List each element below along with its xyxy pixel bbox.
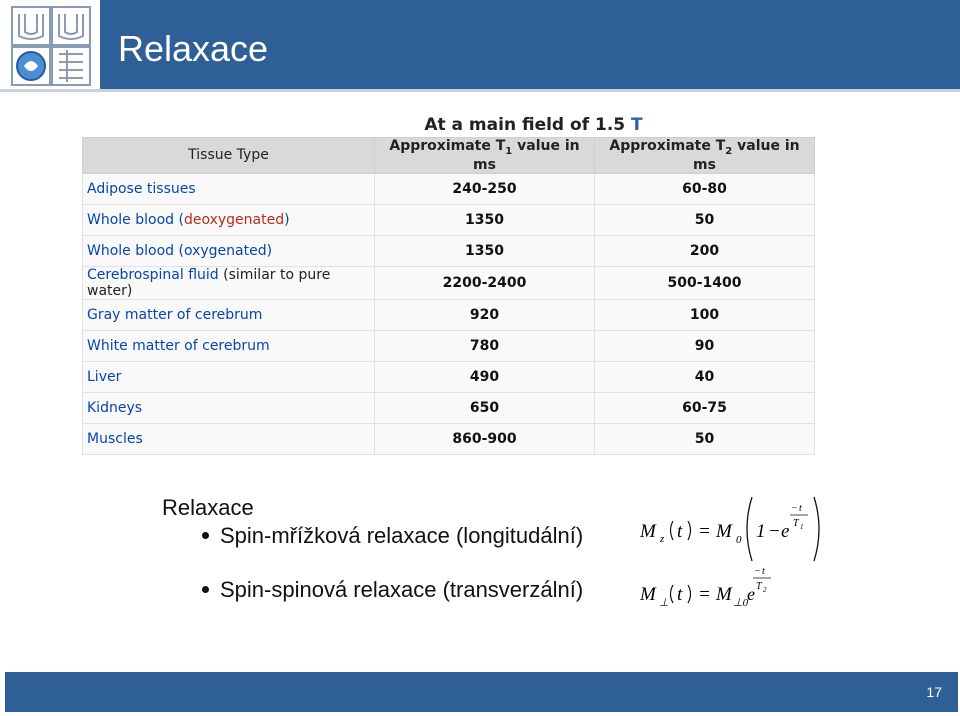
tissue-link[interactable]: Cerebrospinal fluid (similar to pure water) (83, 266, 375, 299)
table-row (83, 330, 815, 361)
title-bar (100, 0, 960, 90)
table-row (83, 266, 815, 299)
slide-header (0, 0, 960, 92)
tissue-link[interactable]: Liver (83, 361, 375, 392)
tissue-link[interactable]: Adipose tissues (83, 173, 375, 204)
f2-paren-open (671, 585, 674, 603)
t1-value: 490 (375, 361, 595, 392)
table-caption-unit[interactable]: T (631, 115, 643, 135)
relaxation-table-section (82, 113, 815, 455)
f2-paren-close (688, 585, 691, 603)
tissue-link[interactable]: Kidneys (83, 392, 375, 423)
bullet-text: Spin-spinová relaxace (transverzální) (220, 577, 584, 602)
bullet-item (162, 577, 632, 603)
tissue-link[interactable]: White matter of cerebrum (83, 330, 375, 361)
f1-one: 1 (756, 521, 766, 542)
f1-exp-den-sub: 1 (800, 523, 804, 531)
transverse-formula (640, 565, 830, 609)
table-row (83, 392, 815, 423)
t2-value: 50 (595, 423, 815, 454)
table-row (83, 235, 815, 266)
f2-lhs: M (640, 584, 656, 605)
t2-value: 60-80 (595, 173, 815, 204)
t2-value: 100 (595, 299, 815, 330)
f2-exp-minus: − (754, 566, 761, 577)
t1-value: 1350 (375, 235, 595, 266)
f1-paren-close (688, 521, 691, 540)
university-logo (11, 6, 91, 86)
table-header-row (83, 138, 815, 174)
bullet-text: Spin-mřížková relaxace (longitudální) (220, 523, 584, 548)
page-number: 17 (926, 684, 942, 700)
header-t2: Approximate $T_2$ value in ms (595, 138, 815, 174)
slide-footer (5, 672, 958, 712)
table-row (83, 204, 815, 235)
f1-equals: = (698, 521, 711, 542)
f1-exp-num: t (799, 503, 802, 514)
f1-lhs-sub: z (660, 533, 665, 545)
table-row (83, 173, 815, 204)
tissue-link[interactable]: Gray matter of cerebrum (83, 299, 375, 330)
f2-rhs-sub: ⊥0 (733, 597, 749, 609)
t2-value: 200 (595, 235, 815, 266)
t2-value: 40 (595, 361, 815, 392)
f2-lhs-sub: ⊥ (659, 597, 669, 609)
f1-e: e (781, 521, 790, 542)
header-divider (0, 89, 960, 92)
relaxation-times-table (82, 137, 815, 455)
t1-value: 650 (375, 392, 595, 423)
bullet-icon (202, 532, 209, 539)
table-caption-text: At a main field of 1.5 (424, 115, 626, 135)
t2-value: 500-1400 (595, 266, 815, 299)
f1-rhs: M (716, 521, 732, 542)
f1-exp-minus: − (791, 503, 798, 514)
f1-lhs: M (640, 521, 656, 542)
relaxation-text (162, 495, 632, 603)
header-t1: Approximate $T_1$ value in ms (375, 138, 595, 174)
header-tissue-type: Tissue Type (83, 138, 375, 174)
logo-icon (11, 6, 91, 86)
t2-value: 50 (595, 204, 815, 235)
f2-exp-den: T (756, 581, 762, 592)
f2-exp-num: t (762, 566, 765, 577)
f1-exp-den: T (793, 518, 799, 529)
f1-rhs-sub: 0 (736, 534, 742, 546)
t2-value: 60-75 (595, 392, 815, 423)
table-row (83, 361, 815, 392)
t1-value: 2200-2400 (375, 266, 595, 299)
f2-exp-den-sub: 2 (763, 586, 767, 594)
bullet-item (162, 523, 632, 549)
t1-value: 780 (375, 330, 595, 361)
t1-value: 860-900 (375, 423, 595, 454)
f1-big-paren-open (747, 497, 752, 561)
tissue-link[interactable]: Muscles (83, 423, 375, 454)
tissue-link[interactable]: Whole blood (deoxygenated) (83, 204, 375, 235)
t1-value: 920 (375, 299, 595, 330)
f2-e: e (747, 584, 755, 604)
table-caption (82, 113, 815, 137)
f1-minus: − (768, 521, 781, 542)
table-row (83, 423, 815, 454)
longitudinal-formula (640, 494, 830, 564)
section-heading: Relaxace (162, 495, 254, 520)
t1-value: 240-250 (375, 173, 595, 204)
t1-value: 1350 (375, 204, 595, 235)
f1-big-paren-close (814, 497, 819, 561)
f2-t: t (677, 584, 683, 605)
f2-equals: = (698, 584, 711, 605)
tissue-link[interactable]: Whole blood (oxygenated) (83, 235, 375, 266)
f2-rhs: M (716, 584, 732, 605)
table-row (83, 299, 815, 330)
slide-title: Relaxace (118, 28, 269, 69)
bullet-icon (202, 586, 209, 593)
f1-paren-open (671, 521, 674, 540)
missing-article-link[interactable]: deoxygenated (183, 211, 285, 228)
f1-t: t (677, 521, 683, 542)
t2-value: 90 (595, 330, 815, 361)
